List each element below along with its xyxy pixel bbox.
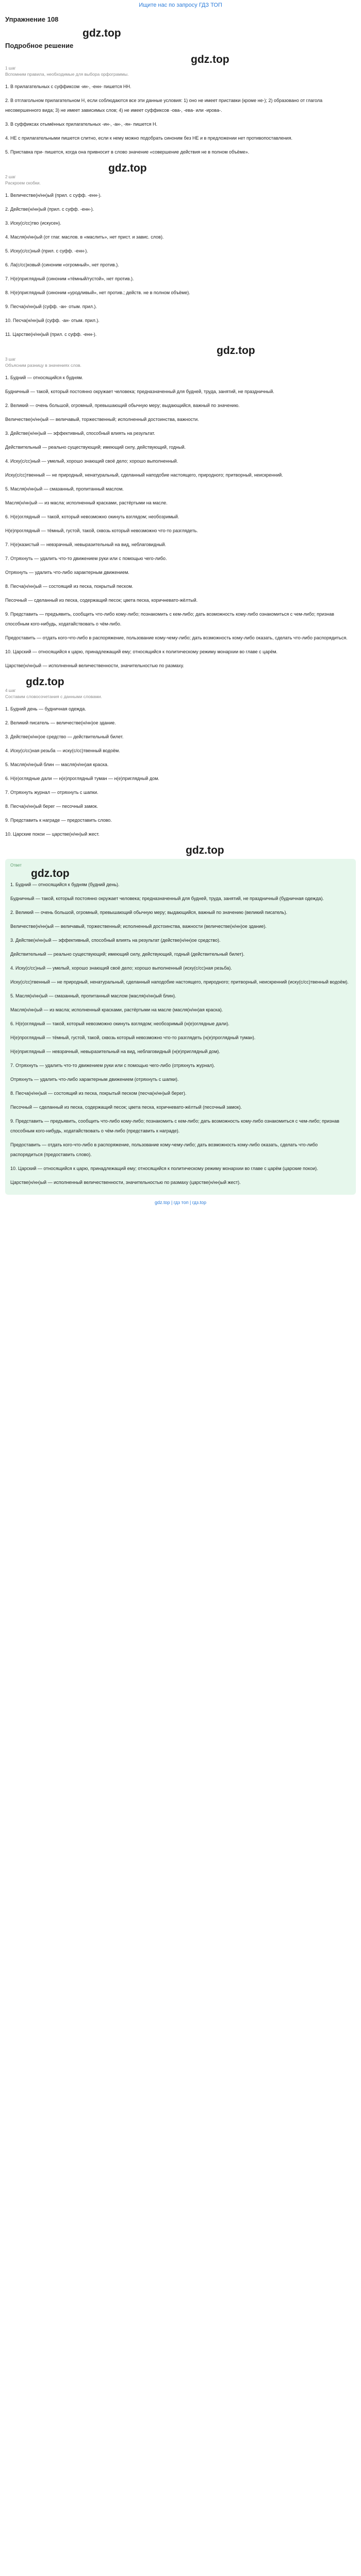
search-banner[interactable]: Ищите нас по запросу ГДЗ ТОП xyxy=(139,2,222,8)
list-item: 10. Царские покои — царстве(н/нн)ый жест. xyxy=(5,832,100,837)
list-item: Будничный — такой, который постоянно окружает человека; предназначенный для будней, труда, занятий, не праздничный. xyxy=(5,389,274,394)
list-item: Отряхнуть — удалить что-либо характерным движением (отряхнуть с шапки). xyxy=(10,1077,179,1082)
list-item: Величестве(н/нн)ый — величавый, торжественный; исполненный достоинства, важности. xyxy=(5,417,199,422)
list-item: Отряхнуть — удалить что-либо характерным движением. xyxy=(5,570,129,575)
step-3 xyxy=(5,357,356,671)
list-item: Песочный — сделанный из песка, содержащий песок; цвета песка, коричневато-жёлтый (песочный замок). xyxy=(10,1105,242,1110)
list-item: 2. Великий — очень большой, огромный, превышающий обычную меру; выдающийся, важный по значению (великий писатель). xyxy=(10,910,287,915)
page-title: Упражнение 108 xyxy=(5,15,59,23)
list-item: 3. Действе(н/нн)ое средство — действительный билет. xyxy=(5,734,124,739)
step-intro: Составим словосочетания с данными словами. xyxy=(5,694,102,699)
list-item: Масля(н/нн)ый — из масла; исполненный красками, растёртыми на масле. xyxy=(5,500,168,505)
list-item: Н(е)проглядный — тёмный, густой, такой, сквозь который невозможно что-то разглядеть. xyxy=(5,528,198,533)
list-item: Царстве(н/нн)ый — исполненный величественности, значительностью по размаху. xyxy=(5,663,184,668)
list-item: Иску(с/сс)твенный — не природный, ненатуральный, сделанный наподобие настоящего, природного; притворный, неискренний (иску(с/сс)твенный водоём). xyxy=(10,979,349,985)
list-item: 1. Величестве(н/нн)ый (прил. с суфф. -енн-). xyxy=(5,193,102,198)
list-item: 5. Иску(с/сс)ный (прил. с суфф. -енн-). xyxy=(5,248,88,253)
list-item: 4. Масля(н/нн)ый (от глаг. маслов. в «маслить», нет прист. и завис. слов). xyxy=(5,234,164,240)
list-item: 8. Н(е)приглядный (синоним «уродливый», нет против.; действ. не в полном объёме). xyxy=(5,290,190,295)
list-item: Будничный — такой, который постоянно окружает человека; предназначенный для будней, труда, занятий, не праздничный (будничная одежда). xyxy=(10,896,324,901)
watermark: gdz.top xyxy=(191,54,229,65)
section-title: Подробное решение xyxy=(5,42,74,49)
list-item: 1. Будний день — будничная одежда. xyxy=(5,706,86,711)
list-item: 4. Иску(с/сс)ный — умелый, хорошо знающий своё дело; хорошо выполненный (иску(с/сс)ная резьба). xyxy=(10,965,232,971)
step-label: 4 шаг xyxy=(5,688,16,693)
list-item: Царстве(н/нн)ый — исполненный величественности, значительностью по размаху (царстве(н/нн)ый жест). xyxy=(10,1180,241,1185)
step-1 xyxy=(5,66,356,157)
watermark: gdz.top xyxy=(83,27,121,39)
list-item: 9. Представить — предъявить, сообщить что-либо кому-либо; познакомить с кем-либо; дать возможность кому-либо ознакомиться с чем-либо; признав способным кого-нибудь, ходатайствовать о чём-либо (представить к награде). xyxy=(10,1118,339,1133)
list-item: Иску(с/сс)твенный — не природный, ненатуральный, сделанный наподобие настоящего, природного; притворный, неискренний. xyxy=(5,472,283,478)
list-item: 2. Великий — очень большой, огромный, превышающий обычную меру; выдающийся, важный по значению. xyxy=(5,403,240,408)
list-item: 7. Н(е)приглядный (синоним «тёмный/густой», нет против.). xyxy=(5,276,134,281)
step-items xyxy=(5,704,356,839)
step-4 xyxy=(5,688,356,839)
list-item: 8. Песча(н/нн)ый — состоящий из песка, покрытый песком (песча(н/нн)ый берег). xyxy=(10,1091,187,1096)
list-item: Песочный — сделанный из песка, содержащий песок; цвета песка, коричневато-жёлтый. xyxy=(5,598,198,603)
step-intro: Объясним разницу в значениях слов. xyxy=(5,363,81,368)
list-item: 7. Н(е)казистый — невзрачный, невыразительный на вид, неблаговидный. xyxy=(5,542,167,547)
list-item: 5. Приставка при- пишется, когда она привносит в слово значение «совершение действия не в полном объёме». xyxy=(5,149,250,155)
list-item: 3. Иску(с/сс)тво (искусен). xyxy=(5,221,61,226)
watermark: gdz.top xyxy=(217,345,255,357)
list-item: 3. В суффиксах отымённых прилагательных -ин-, -ан-, -ян- пишется Н. xyxy=(5,122,157,127)
answer-box xyxy=(5,859,356,1195)
list-item: 10. Царский — относящийся к царю, принадлежащий ему; относящийся к политическому режиму монархии во главе с царём (царские покои). xyxy=(10,1166,318,1171)
list-item: 1. Будний — относящийся к будням (будний день). xyxy=(10,882,120,887)
list-item: 3. Действе(н/нн)ый — эффективный, способный влиять на результат. xyxy=(5,431,155,436)
list-item: 4. Иску(с/сс)ный — умелый, хорошо знающий своё дело; хорошо выполненный. xyxy=(5,459,178,464)
step-label: 2 шаг xyxy=(5,175,16,179)
list-item: Н(е)проглядный — тёмный, густой, такой, сквозь который невозможно что-то разглядеть (н(е)проглядный туман). xyxy=(10,1035,256,1040)
step-items xyxy=(5,373,356,671)
answer-label: Ответ xyxy=(10,863,22,868)
list-item: 3. Действе(н/нн)ый — эффективный, способный влиять на результат (действе(н/нн)ое средство). xyxy=(10,938,221,943)
list-item: 9. Представить к награде — предоставить слово. xyxy=(5,818,112,823)
list-item: 1. Будний — относящийся к будням. xyxy=(5,375,84,380)
footer-links[interactable]: gdz.top | гдз топ | гдз.top xyxy=(154,1200,207,1205)
answer-items xyxy=(10,880,351,1188)
list-item: 1. В прилагательных с суффиксом -ин-, -енн- пишется НН. xyxy=(5,84,132,89)
list-item: Действительный — реально существующий; имеющий силу, действующий, годный. xyxy=(5,445,186,450)
list-item: 8. Песча(н/нн)ый берег — песочный замок. xyxy=(5,804,99,809)
list-item: 11. Царстве(н/нн)ый (прил. с суфф. -енн-). xyxy=(5,332,97,337)
list-item: 7. Отряхнуть — удалить что-то движением руки или с помощью чего-либо (отряхнуть журнал). xyxy=(10,1063,215,1068)
list-item: 6. Ла(с/сс)ковый (синоним «огромный», нет против.). xyxy=(5,262,119,267)
list-item: Масля(н/нн)ый — из масла; исполненный красками, растёртыми на масле (масля(н/нн)ая краска). xyxy=(10,1007,223,1012)
list-item: 10. Песча(н/нн)ый (суфф. -ан- отым. прил.). xyxy=(5,318,100,323)
watermark: gdz.top xyxy=(186,844,224,856)
list-item: 6. Н(е)оглядные дали — н(е)проглядный туман — н(е)приглядный дом. xyxy=(5,776,159,781)
list-item: 9. Представить — предъявить, сообщить что-либо кому-либо; познакомить с кем-либо; дать возможность кому-либо ознакомиться с чем-либо; признав способным кого-нибудь, ходатайствовать о чём-либо. xyxy=(5,612,334,626)
watermark: gdz.top xyxy=(108,162,147,174)
list-item: Действительный — реально существующий; имеющий силу, действующий, годный (действительный билет). xyxy=(10,952,245,957)
step-intro: Раскроем скобки. xyxy=(5,180,41,185)
list-item: Величестве(н/нн)ый — величавый, торжественный; исполненный достоинства, важности (величестве(н/нн)ое здание). xyxy=(10,924,267,929)
list-item: 10. Царский — относящийся к царю, принадлежащий ему; относящийся к политическому режиму монархии во главе с царём. xyxy=(5,649,278,654)
step-items xyxy=(5,82,356,157)
step-label: 1 шаг xyxy=(5,66,16,71)
list-item: 7. Отряхнуть — удалить что-то движением руки или с помощью чего-либо. xyxy=(5,556,167,561)
list-item: 5. Масля(н/нн)ый — смазанный, пропитанный маслом (масля(н/нн)ый блин). xyxy=(10,993,176,998)
step-2 xyxy=(5,175,356,340)
list-item: 2. Действе(н/нн)ый (прил. с суфф. -енн-). xyxy=(5,207,94,212)
watermark: gdz.top xyxy=(31,868,70,879)
list-item: 4. НЕ с прилагательными пишется слитно, если к нему можно подобрать синоним без НЕ и в предложении нет противопоставления. xyxy=(5,135,292,141)
list-item: Предоставить — отдать кого-что-либо в распоряжение, пользование кому-чему-либо; дать возможность кому-либо оказать, сделать что-либо распорядиться. xyxy=(5,635,348,640)
list-item: 9. Песча(н/нн)ый (суфф. -ан- отым. прил.). xyxy=(5,304,97,309)
list-item: 6. Н(е)оглядный — такой, который невозможно окинуть взглядом; необозримый (н(е)оглядные дали). xyxy=(10,1021,229,1026)
list-item: Н(е)приглядный — невзрачный, невыразительный на вид, неблаговидный (н(е)приглядный дом). xyxy=(10,1049,220,1054)
list-item: 4. Иску(с/сс)ная резьба — иску(с/сс)твенный водоём. xyxy=(5,748,120,753)
list-item: 5. Масля(н/нн)ый — смазанный, пропитанный маслом. xyxy=(5,486,124,492)
list-item: Предоставить — отдать кого-что-либо в распоряжение, пользование кому-чему-либо; дать возможность кому-либо оказать, сделать что-либо распорядиться (предоставить слово). xyxy=(10,1142,318,1157)
list-item: 8. Песча(н/нн)ый — состоящий из песка, покрытый песком. xyxy=(5,584,134,589)
step-label: 3 шаг xyxy=(5,357,16,362)
solution-page xyxy=(0,10,361,1209)
step-intro: Вспомним правила, необходимые для выбора орфограммы. xyxy=(5,72,129,77)
list-item: 2. В отглагольном прилагательном Н, если соблюдаются все эти данные условия: 1) оно не имеет приставки (кроме не-); 2) образовано от глагола несовершенного вида; 3) не имеет зависимых слов; 4) не имеет суффиксов -ова-, -ева- или -ирова-. xyxy=(5,98,323,113)
list-item: 6. Н(е)оглядный — такой, который невозможно окинуть взглядом; необозримый. xyxy=(5,514,179,519)
list-item: 5. Масля(н/нн)ый блин — масля(н/нн)ая краска. xyxy=(5,762,109,767)
list-item: 2. Великий писатель — величестве(н/нн)ое здание. xyxy=(5,720,116,725)
step-items xyxy=(5,191,356,340)
list-item: 7. Отряхнуть журнал — отряхнуть с шапки. xyxy=(5,790,99,795)
watermark: gdz.top xyxy=(26,676,64,688)
